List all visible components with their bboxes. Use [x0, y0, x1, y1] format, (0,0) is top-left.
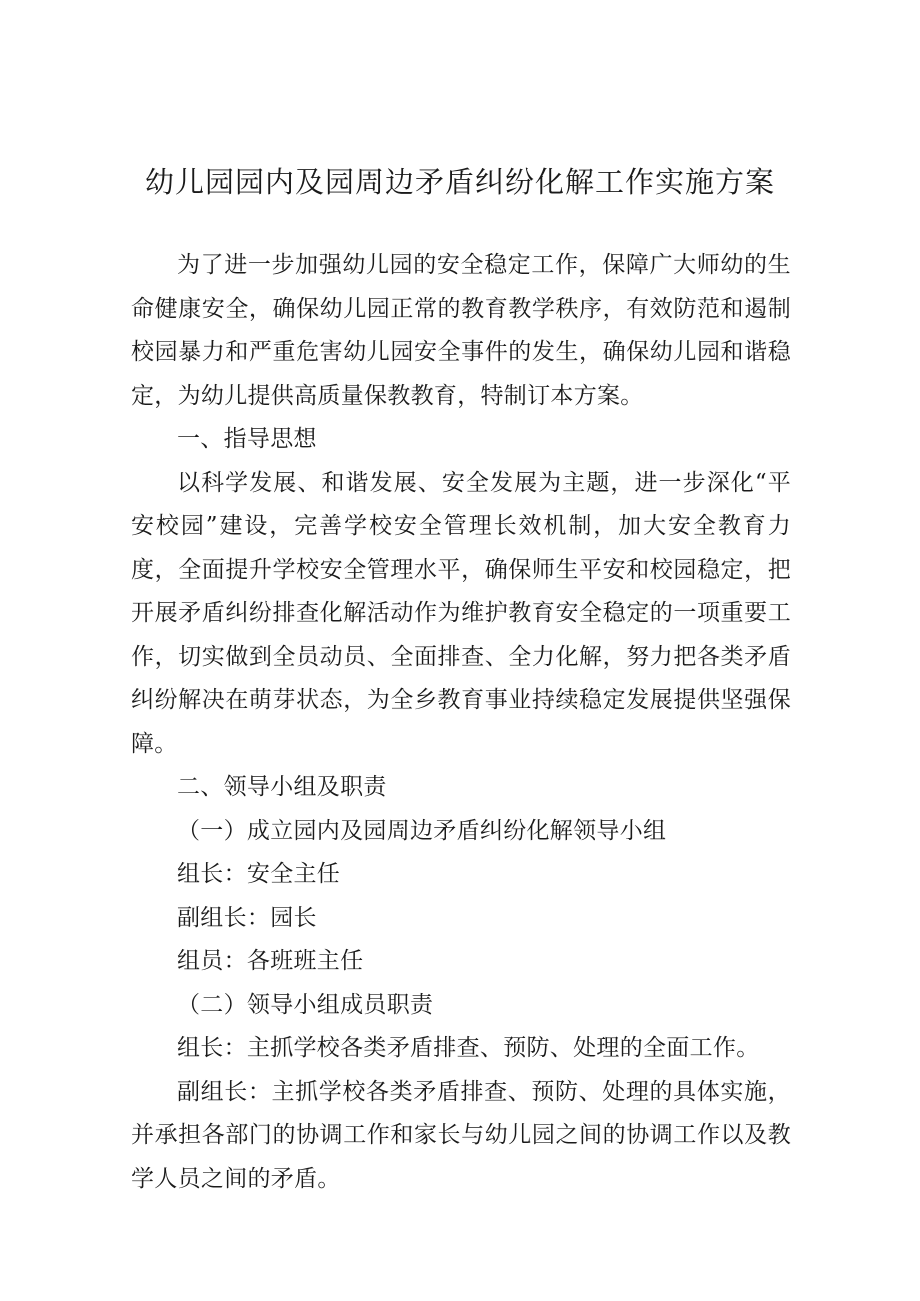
group-leader-line: 组长：安全主任 — [177, 861, 341, 887]
document-title: 幼儿园园内及园周边矛盾纠纷化解工作实施方案 — [144, 165, 775, 199]
leader-responsibility-paragraph: 组长：主抓学校各类矛盾排查、预防、处理的全面工作。 — [177, 1035, 760, 1061]
guiding-ideology-paragraph: 以科学发展、和谐发展、安全发展为主题，进一步深化“平安校园”建设，完善学校安全管理长效机制，加大安全教育力度，全面提升学校安全管理水平，确保师生平安和校园稳定，把开展矛盾纠纷排查化解活动作为维护教育安全稳定的一项重要工作，切实做到全员动员、全面排查、全力化解，努力把各类矛盾纠纷解决在萌芽状态，为全乡教育事业持续稳定发展提供坚强保障。 — [131, 469, 791, 757]
section-heading-guiding-ideology: 一、指导思想 — [177, 426, 317, 452]
members-line: 组员：各班班主任 — [177, 948, 364, 974]
document-body — [131, 244, 791, 1201]
deputy-leader-line: 副组长：园长 — [177, 904, 317, 931]
deputy-responsibility-paragraph: 副组长：主抓学校各类矛盾排查、预防、处理的具体实施，并承担各部门的协调工作和家长与幼儿园之间的协调工作以及教学人员之间的矛盾。 — [131, 1078, 791, 1192]
subsection-heading-responsibilities: （二）领导小组成员职责 — [177, 991, 434, 1018]
subsection-heading-establish-group: （一）成立园内及园周边矛盾纠纷化解领导小组 — [177, 817, 667, 844]
intro-paragraph: 为了进一步加强幼儿园的安全稳定工作，保障广大师幼的生命健康安全，确保幼儿园正常的教育教学秩序，有效防范和遏制校园暴力和严重危害幼儿园安全事件的发生，确保幼儿园和谐稳定，为幼儿提供高质量保教教育，特制订本方案。 — [131, 252, 791, 409]
section-heading-leadership-group: 二、领导小组及职责 — [177, 774, 387, 800]
